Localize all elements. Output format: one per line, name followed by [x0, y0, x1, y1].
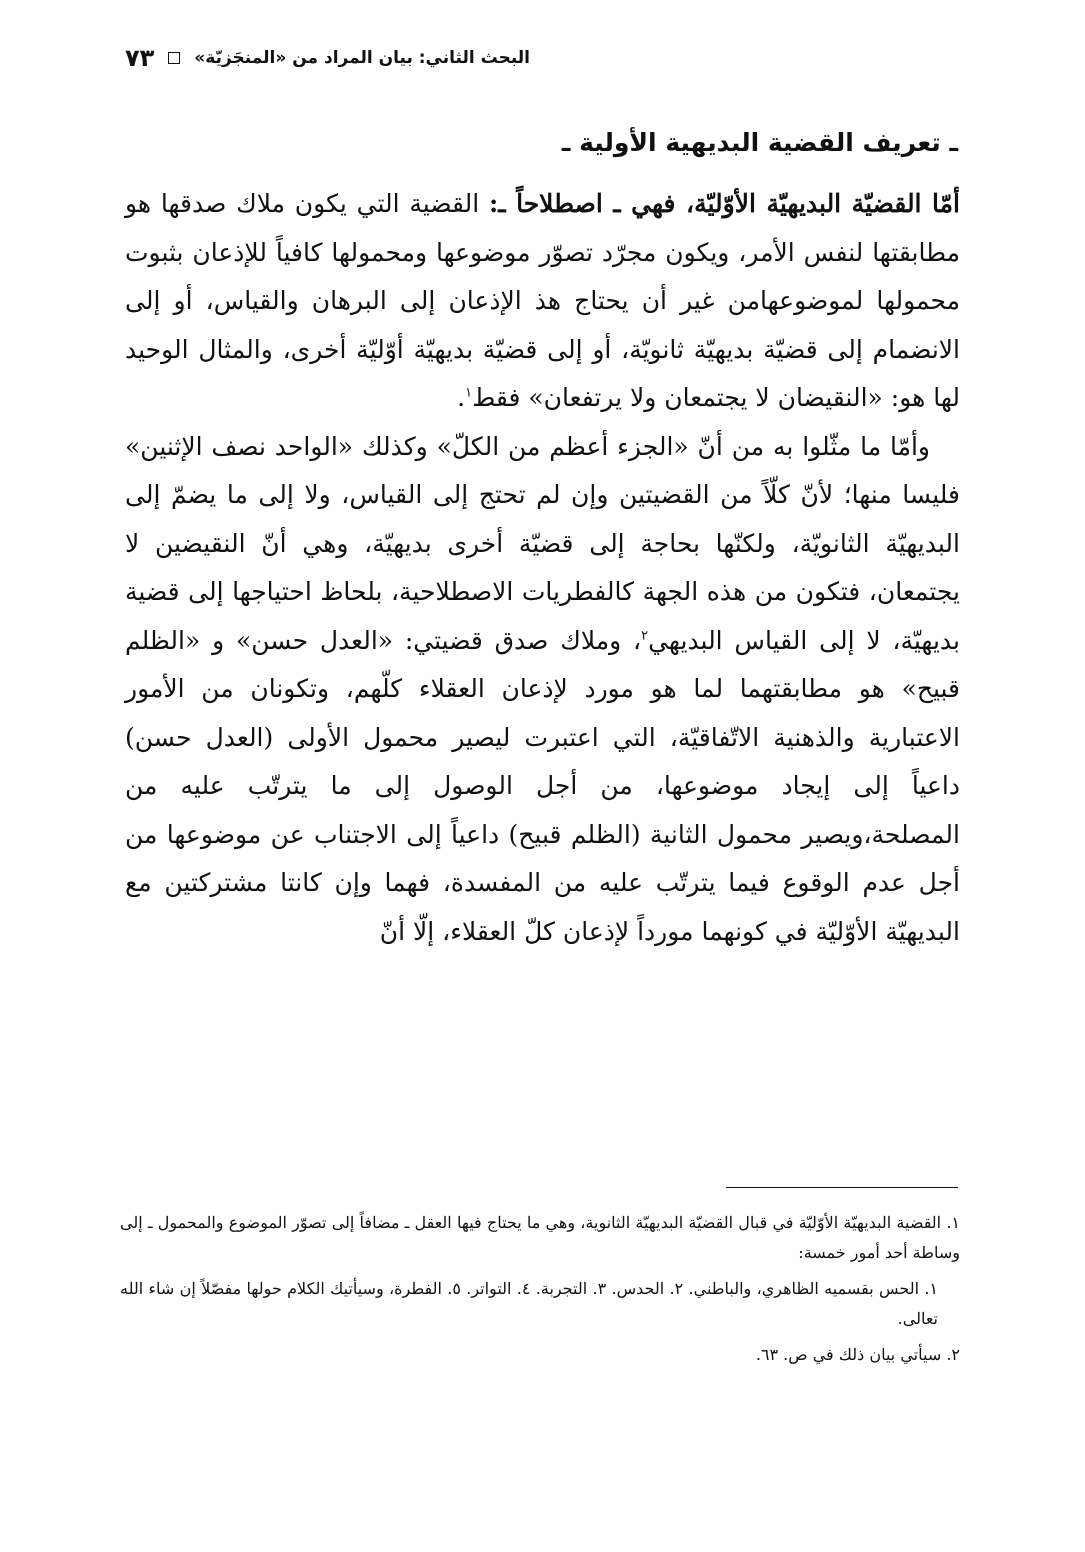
- footnotes: [120, 1208, 960, 1376]
- header-square-ornament: [168, 52, 180, 64]
- header-title: البحث الثاني: بيان المراد من «المنجَزيّة»: [194, 48, 530, 68]
- footnote-1: ١. القضية البديهيّة الأوّليّة في قبال القضيّة البديهيّة الثانوية، وهي ما يحتاج فيها العقل ـ مضافاً إلى تصوّر الموضوع والمحمول ـ إلى وساطة أحد أمور خمسة:: [120, 1213, 960, 1262]
- footnote-1-list: ١. الحس بقسميه الظاهري، والباطني. ٢. الحدس. ٣. التجربة. ٤. التواتر. ٥. الفطرة، وسيأتيك الكلام حولها مفصّلاً إن شاء الله تعالى.: [120, 1279, 939, 1328]
- paragraph-2-text-a: وأمّا ما مثّلوا به من أنّ «الجزء أعظم من الكلّ» وكذلك «الواحد نصف الإثنين» فليسا منها؛ لأنّ كلّاً من القضيتين وإن لم تحتج إلى القياس، ولا إلى ما يضمّ إلى البديهيّة الثانويّة، ولكنّها بحاجة إلى قضيّة أخرى بديهيّة، وهي أنّ النقيضين لا يجتمعان، فتكون من هذه الجهة كالفطريات الاصطلاحية، بلحاظ احتياجها إلى قضية بديهيّة، لا إلى القياس البديهي: [125, 431, 960, 655]
- paragraph-1: أمّا القضيّة البديهيّة الأوّليّة، فهي ـ اصطلاحاً ـ: القضية التي يكون ملاك صدقها هو مطابقتها لنفس الأمر، ويكون مجرّد تصوّر موضوعها ومحمولها كافياً للإذعان بثبوت محمولها لموضوعهامن غير أن يحتاج هذ الإذعان إلى البرهان والقياس، أو إلى الانضمام إلى قضيّة بديهيّة ثانويّة، أو إلى قضيّة بديهيّة أوّليّة أخرى، والمثال الوحيد لها هو: «النقيضان لا يجتمعان ولا يرتفعان» فقط$^١$.: [125, 189, 960, 412]
- defined-term: أمّا القضيّة البديهيّة الأوّليّة، فهي ـ اصطلاحاً ـ:: [489, 189, 960, 218]
- paragraph-2-text-b: ، وملاك صدق قضيتي: «العدل حسن» و «الظلم قبيح» هو مطابقتهما لما هو مورد لإذعان العقلاء كلّهم، وتكونان من الأمور الاعتبارية والذهنية الاتّفاقيّة، التي اعتبرت ليصير محمول الأولى (العدل حسن) داعياً إلى إيجاد موضوعها، من أجل الوصول إلى ما يترتّب عليه من المصلحة،ويصير محمول الثانية (الظلم قبيح) داعياً إلى الاجتناب عن موضوعها من أجل عدم الوقوع فيما يترتّب عليه من المفسدة، فهما وإن كانتا مشتركتين مع البديهيّة الأوّليّة في كونهما مورداً لإذعان كلّ العقلاء، إلّا أنّ: [125, 625, 960, 946]
- page-number: ٧٣: [124, 44, 155, 72]
- section-heading: ـ تعريف القضية البديهية الأولية ـ: [561, 128, 958, 157]
- paragraph-1-text: القضية التي يكون ملاك صدقها هو مطابقتها لنفس الأمر، ويكون مجرّد تصوّر موضوعها ومحمولها كافياً للإذعان بثبوت محمولها لموضوعهامن غير أن يحتاج هذ الإذعان إلى البرهان والقياس، أو إلى الانضمام إلى قضيّة بديهيّة ثانويّة، أو إلى قضيّة بديهيّة أوّليّة أخرى، والمثال الوحيد لها هو: «النقيضان لا يجتمعان ولا يرتفعان» فقط: [125, 189, 960, 412]
- paragraph-2: [125, 423, 960, 957]
- footnote-2: ٢. سيأتي بيان ذلك في ص. ٦٣.: [755, 1345, 960, 1364]
- main-text: [125, 180, 960, 956]
- running-header: [110, 44, 530, 72]
- footnote-ref-2: ٢: [641, 628, 649, 644]
- footnote-ref-1: ١: [465, 385, 473, 401]
- footnote-separator: [726, 1187, 958, 1188]
